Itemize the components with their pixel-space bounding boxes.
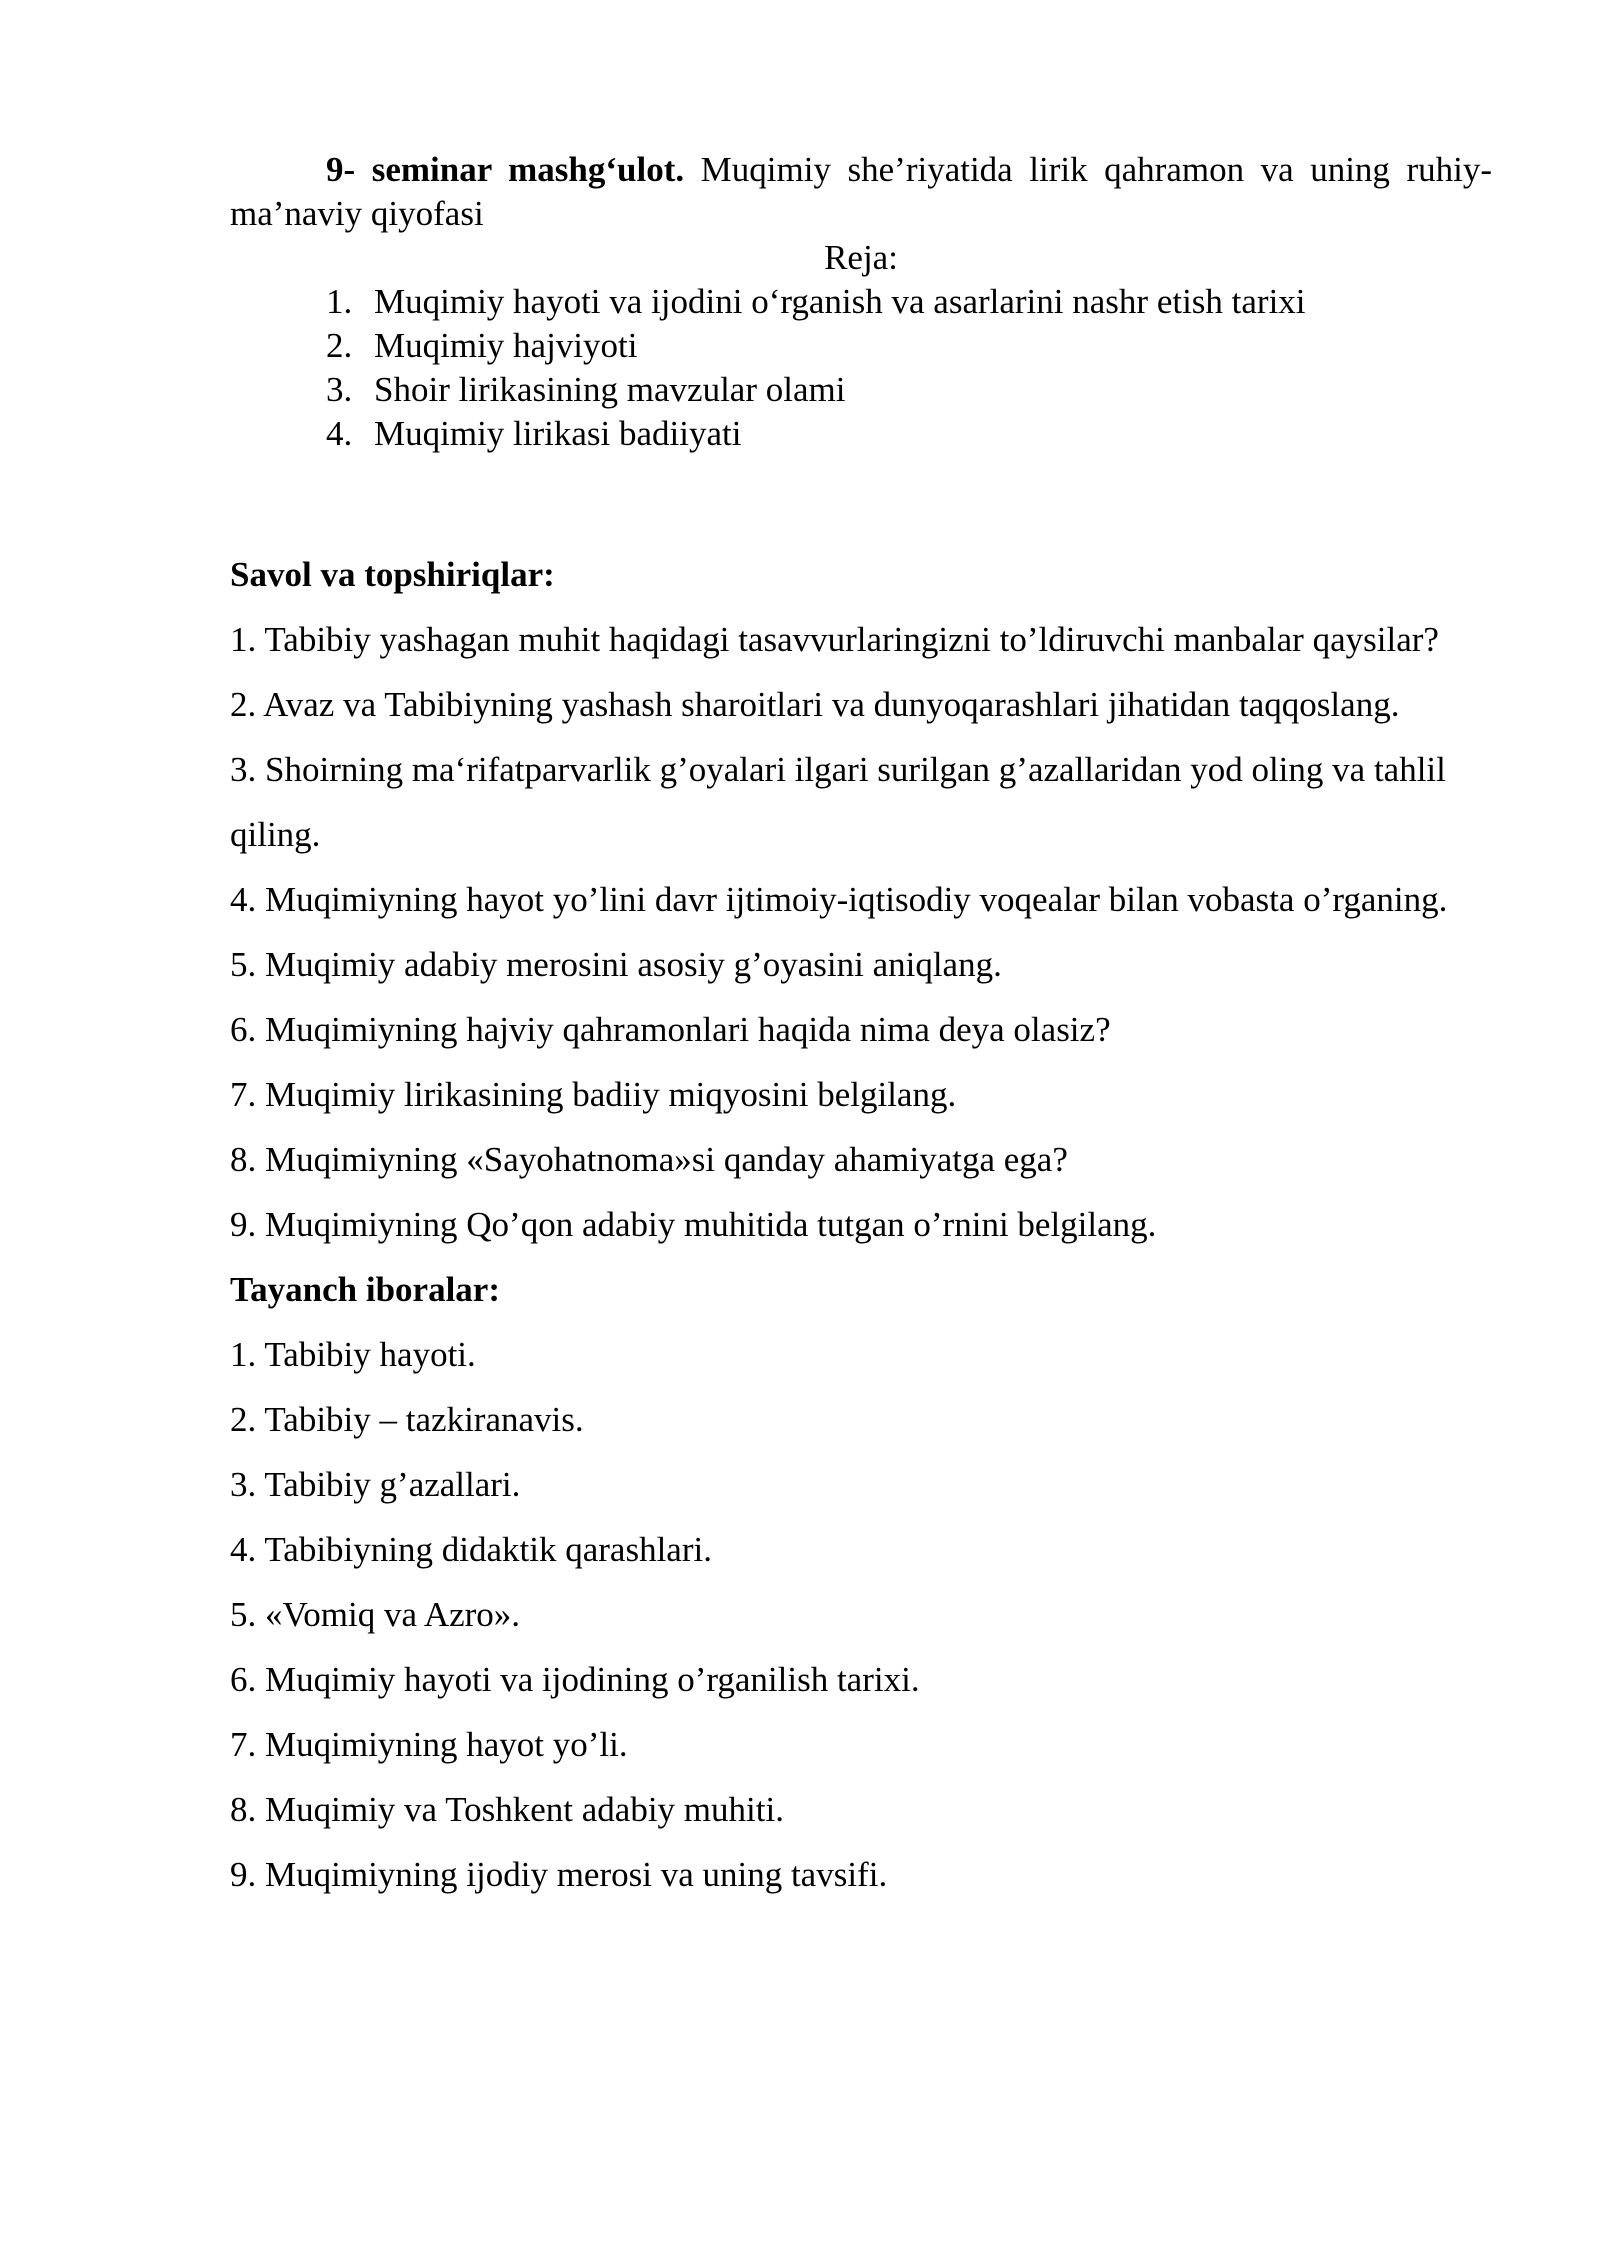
question-item: 5. Muqimiy adabiy merosini asosiy g’oyasini aniqlang. (230, 945, 1002, 984)
plan-item (230, 324, 1492, 368)
questions-title: Savol va topshiriqlar: (230, 555, 555, 594)
keyword-item: 6. Muqimiy hayoti va ijodining o’rganilish tarixi. (230, 1660, 920, 1699)
plan-item (230, 368, 1492, 412)
question-item: 6. Muqimiyning hajviy qahramonlari haqida nima deya olasiz? (230, 1010, 1111, 1049)
question-item: 1. Tabibiy yashagan muhit haqidagi tasavvurlaringizni to’ldiruvchi manbalar qaysilar? (230, 620, 1439, 659)
seminar-topic: Muqimiy she’riyatida lirik qahramon va uning ruhiy-ma’naviy qiyofasi (230, 150, 1492, 233)
plan-list (230, 280, 1492, 456)
seminar-number: 9- seminar mashg‘ulot. (326, 150, 685, 189)
keyword-item: 8. Muqimiy va Toshkent adabiy muhiti. (230, 1790, 784, 1829)
keyword-item: 9. Muqimiyning ijodiy merosi va uning tavsifi. (230, 1855, 888, 1894)
blank-space (230, 456, 1492, 542)
keyword-item: 4. Tabibiyning didaktik qarashlari. (230, 1530, 712, 1569)
plan-item (230, 412, 1492, 456)
keywords-list (230, 1322, 1492, 1907)
questions-list (230, 607, 1492, 1257)
question-item: 8. Muqimiyning «Sayohatnoma»si qanday ahamiyatga ega? (230, 1140, 1068, 1179)
keyword-item: 5. «Vomiq va Azro». (230, 1595, 521, 1634)
question-item: 7. Muqimiy lirikasining badiiy miqyosini belgilang. (230, 1075, 957, 1114)
question-item: 2. Avaz va Tabibiyning yashash sharoitlari va dunyoqarashlari jihatidan taqqoslang. (230, 685, 1400, 724)
plan-item-number: 1. (326, 282, 353, 321)
plan-item-number: 3. (326, 370, 353, 409)
keyword-item: 1. Tabibiy hayoti. (230, 1335, 476, 1374)
question-item: 9. Muqimiyning Qo’qon adabiy muhitida tutgan o’rnini belgilang. (230, 1205, 1157, 1244)
keyword-item: 2. Tabibiy – tazkiranavis. (230, 1400, 584, 1439)
plan-item-number: 2. (326, 326, 353, 365)
seminar-heading (230, 148, 1492, 236)
keyword-item: 7. Muqimiyning hayot yo’li. (230, 1725, 628, 1764)
plan-item-text: Muqimiy hayoti va ijodini o‘rganish va asarlarini nashr etish tarixi (374, 282, 1306, 321)
plan-item-number: 4. (326, 414, 353, 453)
plan-item-text: Muqimiy lirikasi badiiyati (374, 414, 742, 453)
plan-item-text: Shoir lirikasining mavzular olami (374, 370, 846, 409)
plan-title: Reja: (824, 238, 898, 277)
keywords-title: Tayanch iboralar: (230, 1270, 500, 1309)
plan-item-text: Muqimiy hajviyoti (374, 326, 638, 365)
document-page (230, 148, 1492, 1907)
question-item: 4. Muqimiyning hayot yo’lini davr ijtimoiy-iqtisodiy voqealar bilan vobasta o’rganing. (230, 880, 1448, 919)
plan-item (230, 280, 1492, 324)
keyword-item: 3. Tabibiy g’azallari. (230, 1465, 521, 1504)
question-item: 3. Shoirning ma‘rifatparvarlik g’oyalari ilgari surilgan g’azallaridan yod oling va tahlil qiling. (230, 750, 1446, 854)
